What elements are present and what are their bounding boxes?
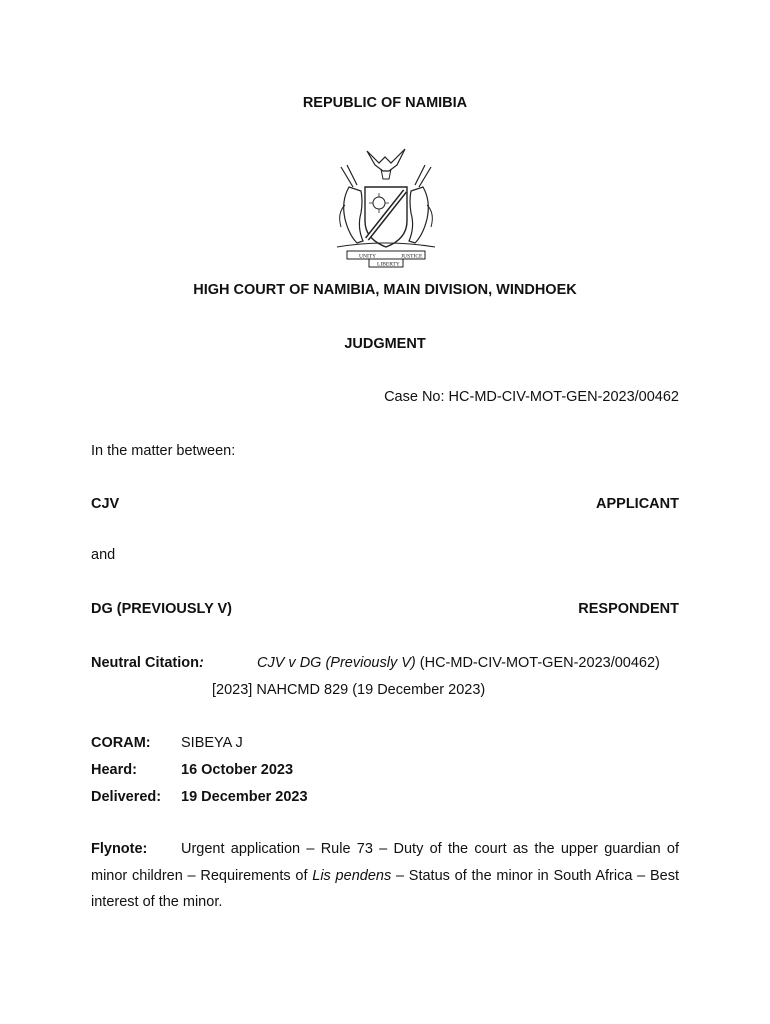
citation-case-ref: (HC-MD-CIV-MOT-GEN-2023/00462) <box>415 655 660 671</box>
flynote-text-italic: Lis pendens <box>312 867 392 884</box>
matter-intro: In the matter between: <box>91 443 236 459</box>
svg-text:LIBERTY: LIBERTY <box>377 261 400 268</box>
coat-of-arms-icon <box>327 143 445 271</box>
delivered-label: Delivered: <box>91 789 162 805</box>
republic-heading: REPUBLIC OF NAMIBIA <box>302 95 468 111</box>
svg-text:UNITY: UNITY <box>359 253 377 260</box>
respondent-name: DG (PREVIOUSLY V) <box>91 601 233 617</box>
applicant-name: CJV <box>91 496 120 512</box>
neutral-citation-line1 <box>257 655 660 671</box>
court-heading: HIGH COURT OF NAMIBIA, MAIN DIVISION, WINDHOEK <box>193 282 577 298</box>
delivered-value: 19 December 2023 <box>181 789 308 805</box>
svg-text:JUSTICE: JUSTICE <box>401 253 423 260</box>
neutral-citation-label <box>91 655 204 671</box>
flynote-paragraph <box>91 836 679 916</box>
document-type-heading: JUDGMENT <box>344 336 426 352</box>
flynote-text-part1: Urgent application – Rule 73 – Duty of the court as the upper guardian of minor children – Requirements of <box>91 841 679 884</box>
case-number: Case No: HC-MD-CIV-MOT-GEN-2023/00462 <box>384 389 679 405</box>
applicant-role: APPLICANT <box>596 496 679 512</box>
heard-value: 16 October 2023 <box>181 762 294 778</box>
citation-case-title: CJV v DG (Previously V) <box>257 655 416 671</box>
heard-label: Heard: <box>91 762 137 778</box>
neutral-citation-line2: [2023] NAHCMD 829 (19 December 2023) <box>212 682 486 698</box>
respondent-role: RESPONDENT <box>578 601 679 617</box>
flynote-label: Flynote: <box>91 841 148 857</box>
coram-value: SIBEYA J <box>181 735 243 751</box>
flynote-text-part2: – Status of the minor in South Africa – Best interest of the minor. <box>91 867 680 910</box>
citation-label-colon: : <box>198 655 204 671</box>
coram-label: CORAM: <box>91 735 151 751</box>
citation-label-text: Neutral Citation <box>91 655 199 671</box>
parties-conjunction: and <box>91 547 116 563</box>
